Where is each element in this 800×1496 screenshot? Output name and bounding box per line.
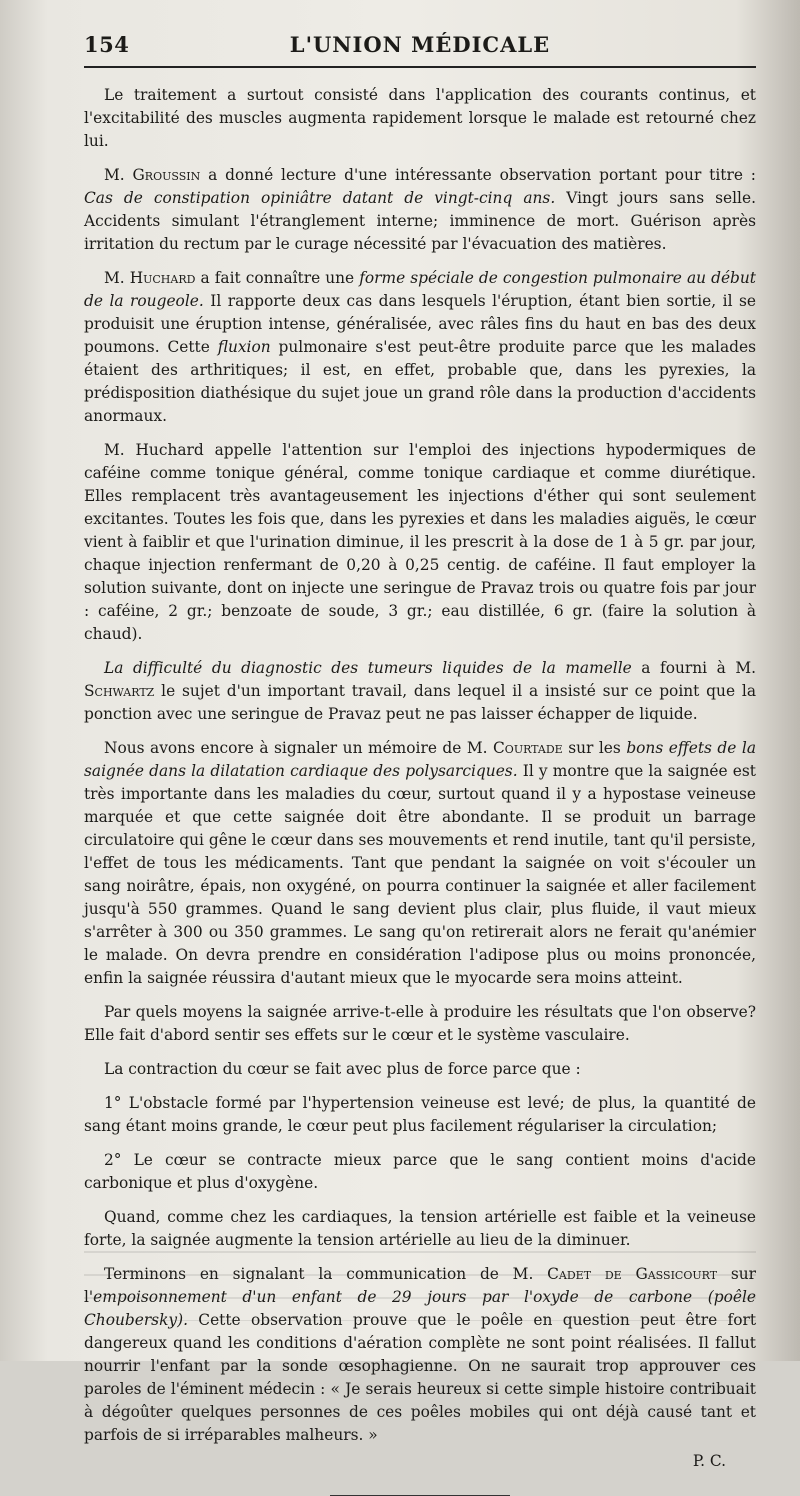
text-segment: a fait connaître une bbox=[195, 269, 360, 287]
text-segment: Vingt jours sans selle. Accidents simulant l'étranglement interne; imminence de mort. Guérison après irritation du rectum par le curage nécessité par l'évacuation des matières. bbox=[84, 189, 756, 253]
text-segment: Nous avons encore à signaler un mémoire de M. bbox=[104, 739, 494, 757]
text-segment: Par quels moyens la saignée arrive-t-elle à produire les résultats que l'on observe? Elle fait d'abord sentir ses effets sur le cœur et le système vasculaire. bbox=[84, 1003, 756, 1044]
italic-title: bons effets de la saignée dans la dilatation cardiaque des polysarciques. bbox=[84, 739, 756, 780]
text-segment: Il y montre que la saignée est très importante dans les maladies du cœur, surtout quand il y a hypostase veineuse marquée et que cette saignée doit être abondante. Il se produit un barrage circulatoire qui gêne le cœur dans ses mouvements et rend inutile, tant qu'il persiste, l'effet de tous les médicaments. Tant que pendant la saignée on voit s'écouler un sang noirâtre, épais, non oxygéné, on pourra continuer la saignée et aller facilement jusqu'à 550 grammes. Quand le sang devient plus clair, plus fluide, il vaut mieux s'arrêter à 300 ou 350 grammes. Le sang qu'on retirerait alors ne ferait qu'anémier le malade. On devra prendre en considération l'adipose plus ou moins prononcée, enfin la saignée réussira d'autant mieux que le myocarde sera moins atteint. bbox=[84, 762, 756, 987]
text-segment: Le traitement a surtout consisté dans l'application des courants continus, et l'excitabilité des muscles augmenta rapidement lorsque le malade est retourné chez lui. bbox=[84, 86, 756, 150]
paragraph bbox=[84, 267, 756, 428]
text-segment: La contraction du cœur se fait avec plus de force parce que : bbox=[104, 1060, 581, 1078]
paragraph bbox=[84, 1092, 756, 1138]
italic-title: Cas de constipation opiniâtre datant de vingt-cinq ans. bbox=[84, 189, 556, 207]
page-number: 154 bbox=[84, 32, 130, 57]
author-name: Groussin bbox=[132, 166, 201, 184]
italic-title: empoisonnement d'un enfant de 29 jours par l'oxyde de carbone (poêle Choubersky). bbox=[84, 1288, 756, 1329]
paragraph bbox=[84, 1058, 756, 1081]
author-name: Cadet de Gassicourt bbox=[547, 1265, 718, 1283]
paragraph bbox=[84, 439, 756, 646]
text-segment: Quand, comme chez les cardiaques, la tension artérielle est faible et la veineuse forte, la saignée augmente la tension artérielle au lieu de la diminuer. bbox=[84, 1208, 756, 1249]
text-segment: sur l' bbox=[84, 1265, 756, 1306]
paragraph bbox=[84, 84, 756, 153]
paragraph bbox=[84, 1149, 756, 1195]
italic-title: forme spéciale de congestion pulmonaire au début de la rougeole. bbox=[84, 269, 756, 310]
text-segment: M. bbox=[104, 166, 133, 184]
text-segment: Il rapporte deux cas dans lesquels l'éruption, étant bien sortie, il se produisit une éruption intense, généralisée, avec râles fins du haut en bas des deux poumons. Cette bbox=[84, 292, 757, 356]
paragraph bbox=[84, 1001, 756, 1047]
text-segment: Terminons en signalant la communication de M. bbox=[104, 1265, 548, 1283]
text-segment: sur les bbox=[562, 739, 627, 757]
italic-title: La difficulté du diagnostic des tumeurs liquides de la mamelle bbox=[104, 659, 632, 677]
paragraph bbox=[84, 164, 756, 256]
author-name: Huchard bbox=[129, 269, 196, 287]
text-segment: pulmonaire s'est peut-être produite parce que les malades étaient des arthritiques; il est, en effet, probable que, dans les pyrexies, la prédisposition diathésique du sujet joue un grand rôle dans la production d'accidents anormaux. bbox=[84, 338, 756, 425]
text-segment: M. bbox=[104, 269, 130, 287]
text-segment: a fourni à M. bbox=[631, 659, 757, 677]
text-segment: a donné lecture d'une intéressante observation portant pour titre : bbox=[200, 166, 756, 184]
page-header bbox=[84, 30, 756, 68]
italic-title: fluxion bbox=[217, 338, 271, 356]
bleed-through-texture bbox=[84, 1241, 756, 1321]
text-segment: le sujet d'un important travail, dans lequel il a insisté sur ce point que la ponction avec une seringue de Pravaz peut ne pas laisser échapper de liquide. bbox=[84, 682, 756, 723]
paragraph bbox=[84, 737, 756, 990]
text-segment: 1° L'obstacle formé par l'hypertension veineuse est levé; de plus, la quantité de sang étant moins grande, le cœur peut plus facilement régulariser la circulation; bbox=[84, 1094, 756, 1135]
text-segment: 2° Le cœur se contracte mieux parce que le sang contient moins d'acide carbonique et plus d'oxygène. bbox=[84, 1151, 756, 1192]
text-segment: Cette observation prouve que le poêle en question peut être fort dangereux quand les conditions d'aération complète ne sont point réalisées. Il fallut nourrir l'enfant par la sonde œsophagienne. On ne saurait trop approuver ces paroles de l'éminent médecin : « Je serais heureux si cette simple histoire contribuait à dégoûter quelques personnes de ces poêles mobiles qui ont déjà causé tant et parfois de si irréparables malheurs. » bbox=[84, 1311, 756, 1444]
author-name: Courtade bbox=[493, 739, 563, 757]
paragraph bbox=[84, 657, 756, 726]
running-title: L'UNION MÉDICALE bbox=[289, 32, 551, 57]
signature: P. C. bbox=[692, 1452, 726, 1470]
text-segment: M. Huchard appelle l'attention sur l'emploi des injections hypodermiques de caféine comme tonique général, comme tonique cardiaque et comme diurétique. Elles remplacent très avantageusement les injections d'éther qui sont seulement excitantes. Toutes les fois que, dans les pyrexies et dans les maladies aiguës, le cœur vient à faiblir et que l'urination diminue, il les prescrit à la dose de 1 à 5 gr. par jour, chaque injection renfermant de 0,20 à 0,25 centig. de caféine. Il faut employer la solution suivante, dont on injecte une seringue de Pravaz trois ou quatre fois par jour : caféine, 2 gr.; benzoate de soude, 3 gr.; eau distillée, 6 gr. (faire la solution à chaud). bbox=[84, 441, 756, 643]
author-name: Schwartz bbox=[84, 682, 155, 700]
